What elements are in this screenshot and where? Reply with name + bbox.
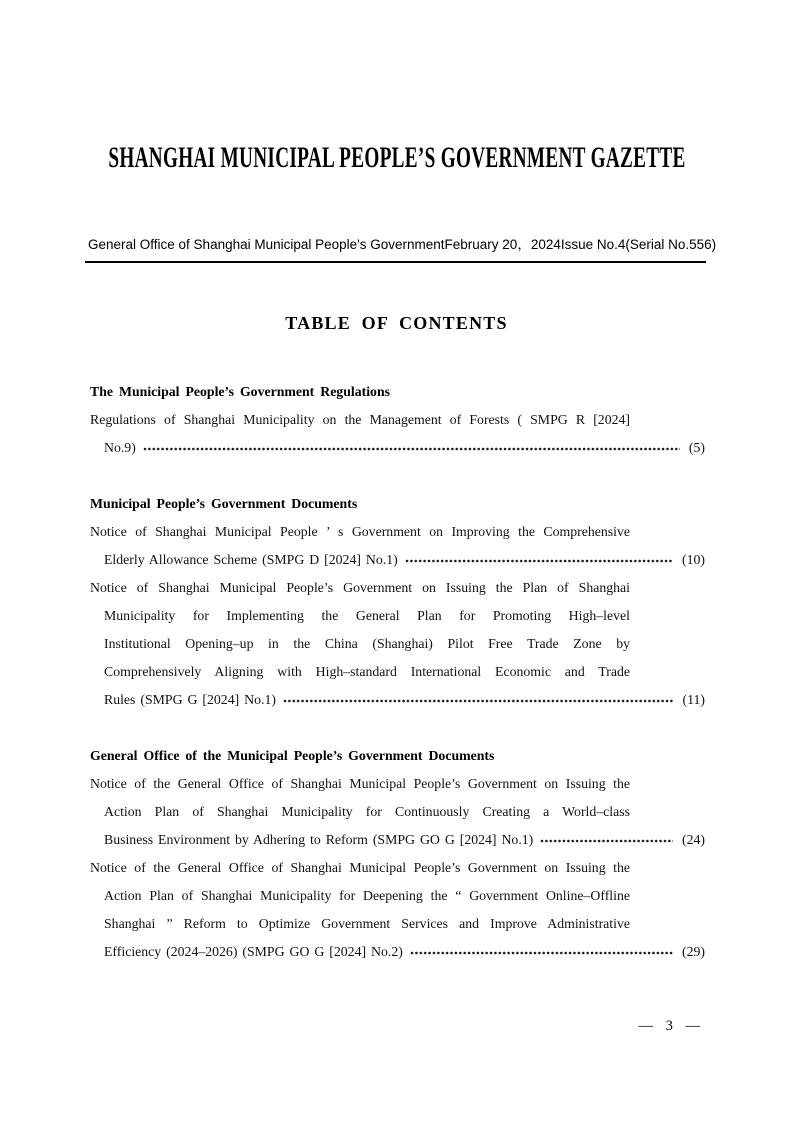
toc-entry-text: No.9) <box>104 440 136 455</box>
dot-leader <box>405 559 673 563</box>
toc-page-number: (29) <box>682 944 705 959</box>
toc-entry-last-line <box>90 826 705 854</box>
toc-entry-text: Elderly Allowance Scheme (SMPG D [2024] No.1) <box>104 552 398 567</box>
toc-page-number: (10) <box>682 552 705 567</box>
toc-section-general-office-documents <box>90 742 705 966</box>
toc-title: TABLE OF CONTENTS <box>285 313 508 333</box>
page-number-footer: — 3 — <box>638 1018 701 1034</box>
masthead-info-line <box>88 236 717 254</box>
toc-entry-last-line <box>90 434 705 462</box>
toc-section-government-documents <box>90 490 705 714</box>
toc-entry <box>90 854 705 966</box>
toc-entry-line: Action Plan of Shanghai Municipality for Deepening the “ Government Online–Offline <box>104 888 630 903</box>
masthead-date: February 20，2024 <box>444 237 561 252</box>
toc-entry <box>90 518 705 574</box>
toc-entry <box>90 574 705 714</box>
toc-page-number: (11) <box>682 692 705 707</box>
toc-page-number: (24) <box>682 832 705 847</box>
toc-entry <box>90 406 705 462</box>
toc-entry-line: Notice of Shanghai Municipal People’s Government on Issuing the Plan of Shanghai <box>90 580 630 595</box>
toc-entry-line: Notice of the General Office of Shanghai Municipal People’s Government on Issuing the <box>90 860 630 875</box>
toc-entry-text: Rules (SMPG G [2024] No.1) <box>104 692 276 707</box>
toc-entry-line: Shanghai ” Reform to Optimize Government Services and Improve Administrative <box>104 916 630 931</box>
toc-entry-text: Business Environment by Adhering to Reform (SMPG GO G [2024] No.1) <box>104 832 534 847</box>
dot-leader <box>540 839 673 843</box>
toc-entry-last-line <box>90 938 705 966</box>
toc-entry-line: Municipality for Implementing the General Plan for Promoting High–level <box>104 608 630 623</box>
toc-section-heading: Municipal People’s Government Documents <box>90 496 358 511</box>
toc-section-heading: The Municipal People’s Government Regulations <box>90 384 390 399</box>
dot-leader <box>143 447 680 451</box>
masthead-publisher: General Office of Shanghai Municipal People's Government <box>88 237 445 252</box>
toc-page-number: (5) <box>688 440 705 455</box>
toc-entry <box>90 770 705 854</box>
masthead-divider-rule <box>85 261 706 263</box>
toc-entry-last-line <box>90 546 705 574</box>
table-of-contents <box>90 378 705 966</box>
gazette-title-text: SHANGHAI MUNICIPAL PEOPLE’S GOVERNMENT GAZETTE <box>107 141 686 174</box>
toc-entry-line: Action Plan of Shanghai Municipality for Continuously Creating a World–class <box>104 804 630 819</box>
toc-entry-line: Regulations of Shanghai Municipality on the Management of Forests ( SMPG R [2024] <box>90 412 630 427</box>
masthead-issue: Issue No.4(Serial No.556) <box>560 237 717 252</box>
toc-entry-text: Efficiency (2024–2026) (SMPG GO G [2024] No.2) <box>104 944 403 959</box>
dot-leader <box>283 699 674 703</box>
toc-entry-last-line <box>90 686 705 714</box>
toc-entry-line: Notice of the General Office of Shanghai Municipal People’s Government on Issuing the <box>90 776 630 791</box>
toc-section-regulations <box>90 378 705 462</box>
toc-entry-line: Comprehensively Aligning with High–standard International Economic and Trade <box>104 664 630 679</box>
gazette-title <box>0 140 793 176</box>
toc-entry-line: Notice of Shanghai Municipal People ’ s Government on Improving the Comprehensive <box>90 524 630 539</box>
dot-leader <box>410 951 673 955</box>
toc-section-heading: General Office of the Municipal People’s Government Documents <box>90 748 495 763</box>
toc-entry-line: Institutional Opening–up in the China (Shanghai) Pilot Free Trade Zone by <box>104 636 630 651</box>
